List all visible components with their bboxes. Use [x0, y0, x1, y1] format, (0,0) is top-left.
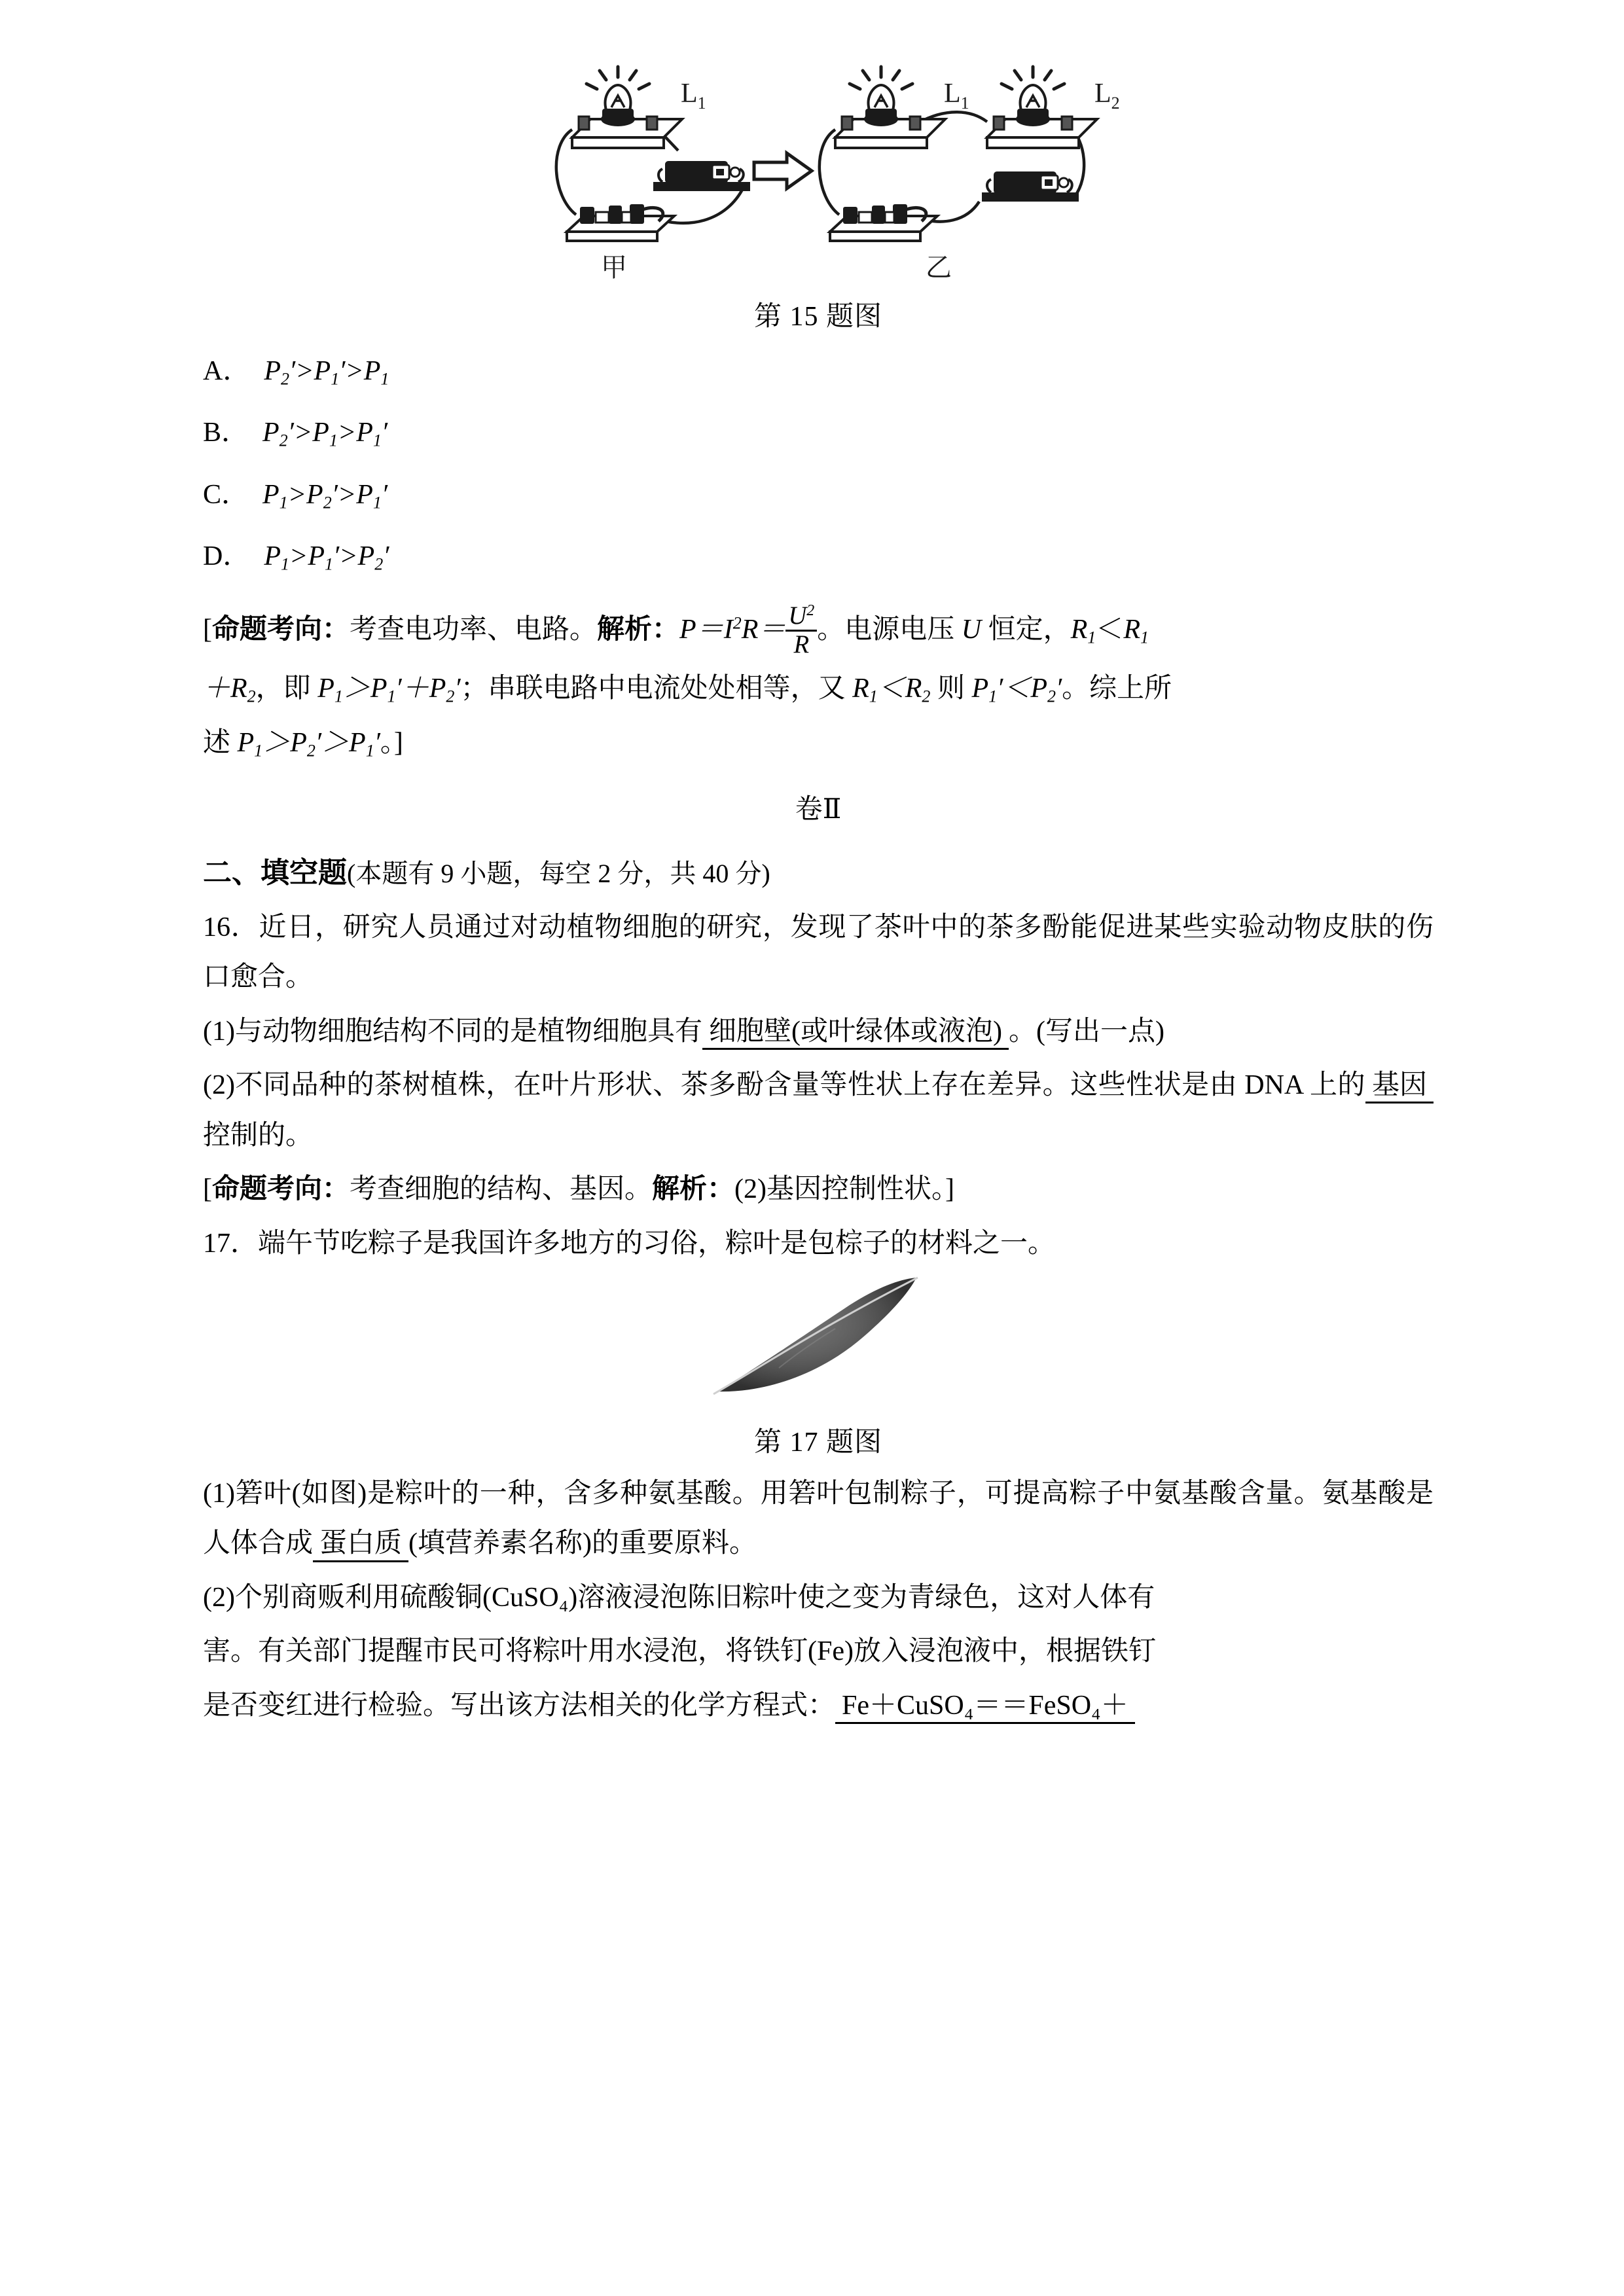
bulb-l2-yi — [1001, 67, 1064, 126]
q16-sub1-post: 。(写出一点) — [1008, 1016, 1164, 1047]
analysis-15-line1 — [203, 604, 1434, 659]
q17-sub2-l3-pre: 是否变红进行检验。写出该方法相关的化学方程式： — [203, 1690, 836, 1721]
paper-part-mark: 卷Ⅱ — [795, 794, 842, 825]
symbol-u: U — [961, 615, 982, 645]
fraction-u2-over-r — [785, 603, 817, 658]
figure-17-container — [203, 1276, 1434, 1414]
question-16-analysis — [203, 1164, 1434, 1214]
q16-analysis-solution-body: (2)基因控制性状。] — [734, 1174, 955, 1205]
question-17-sub1 — [203, 1469, 1434, 1569]
option-b-label: B． — [203, 418, 249, 448]
battery-jia — [653, 161, 750, 191]
q16-sub1-answer-blank: 细胞壁(或叶绿体或液泡) — [702, 1016, 1009, 1050]
q17-stem-text: 端午节吃粽子是我国许多地方的习俗，粽叶是包棕子的材料之一。 — [258, 1228, 1056, 1259]
bulb-l1-jia — [586, 67, 649, 126]
section-2-subtitle: (本题有 9 小题，每空 2 分，共 40 分) — [347, 858, 770, 888]
symbol-r1b: $R_1$ — [1123, 615, 1149, 647]
analysis-l2-seg2: $P_1>P_1'+P_2'$ — [317, 673, 461, 706]
question-16-sub2 — [203, 1060, 1434, 1160]
option-b-expression: $P_2'>P_1>P_1'$ — [262, 418, 388, 450]
figure-17-caption: 第 17 题图 — [753, 1427, 882, 1458]
figure-15-caption: 第 15 题图 — [753, 302, 882, 332]
circuit-jia — [556, 67, 750, 282]
battery-yi — [982, 171, 1079, 202]
q16-analysis-tag-solution: 解析： — [652, 1174, 735, 1205]
less-than-1: ＜ — [1096, 615, 1124, 645]
label-jia: 甲 — [601, 253, 627, 282]
analysis-15-line2: $+R_2$，即 $P_1>P_1'+P_2'$；串联电路中电流处处相等，又 $R_1<R_2$ 则 $P_1'<P_2'$。综上所 — [203, 673, 1172, 706]
analysis-l3-expr: $P_1>P_2'>P_1'$ — [237, 728, 380, 761]
label-l1-yi: $L_1$ — [944, 79, 969, 113]
q16-analysis-open: [ — [203, 1174, 212, 1205]
q16-analysis-tag-aim: 命题考向： — [212, 1174, 350, 1205]
q17-sub1-pre: (1)箬叶(如图)是粽叶的一种，含多种氨基酸。用箬叶包制粽子，可提高粽子中氨基酸含量。氨基酸是人体合成 — [203, 1479, 1434, 1559]
question-17-sub2-line2 — [203, 1626, 1434, 1676]
analysis-text-b: 恒定， — [988, 615, 1071, 645]
circuit-diagram-figure — [550, 79, 1120, 282]
switch-yi — [830, 204, 937, 241]
option-d-expression: $P_1>P_1'>P_2'$ — [264, 541, 389, 574]
label-l1-jia: $L_1$ — [681, 79, 706, 113]
bulb-l1-yi — [850, 67, 912, 126]
switch-jia — [567, 204, 674, 241]
label-yi: 乙 — [926, 253, 952, 282]
transform-arrow-icon — [754, 153, 812, 188]
section-2-heading — [203, 849, 1434, 891]
q17-number: 17． — [203, 1228, 259, 1259]
q16-analysis-aim-body: 考查细胞的结构、基因。 — [350, 1174, 653, 1205]
q16-sub2-answer-blank: 基因 — [1365, 1070, 1434, 1103]
q16-number: 16． — [203, 912, 259, 942]
circuit-yi — [820, 67, 1120, 282]
q16-stem-text: 近日，研究人员通过对动植物细胞的研究，发现了茶叶中的茶多酚能促进某些实验动物皮肤的伤口愈合。 — [203, 912, 1434, 993]
analysis-text-a: 。电源电压 — [817, 615, 955, 645]
question-16-stem — [203, 903, 1434, 1003]
analysis-tag-aim: 命题考向： — [212, 615, 350, 645]
option-b[interactable] — [203, 419, 1434, 449]
section-2-title: 二、填空题 — [203, 856, 347, 889]
analysis-tag-solution: 解析： — [597, 615, 680, 645]
option-c-expression: $P_1>P_2'>P_1'$ — [262, 479, 388, 512]
option-a-expression: $P_2'>P_1'>P_1$ — [264, 356, 389, 389]
option-c[interactable] — [203, 481, 1434, 511]
answer-options-list — [203, 357, 1434, 573]
analysis-open-bracket: [ — [203, 615, 212, 645]
question-17-sub2-line1 — [203, 1573, 1434, 1623]
q16-sub2-post: 控制的。 — [203, 1120, 314, 1151]
fraction-numerator: $U^2$ — [785, 603, 817, 632]
q17-sub2-l2: 害。有关部门提醒市民可将粽叶用水浸泡，将铁钉(Fe)放入浸泡液中，根据铁钉 — [203, 1636, 1156, 1667]
label-l2-yi: $L_2$ — [1094, 79, 1120, 113]
question-16-sub1 — [203, 1007, 1434, 1056]
q16-sub1-pre: (1)与动物细胞结构不同的是植物细胞具有 — [203, 1016, 702, 1047]
formula-power: $P=I^2R=$ — [679, 613, 786, 645]
leaf-photo-icon — [700, 1276, 936, 1401]
symbol-r1a: $R_1$ — [1070, 615, 1096, 647]
option-d-label: D． — [203, 541, 251, 571]
question-17-sub2-line3 — [203, 1681, 1434, 1731]
option-d[interactable] — [203, 543, 1434, 573]
question-17-stem — [203, 1219, 1434, 1268]
q17-sub2-l1: (2)个别商贩利用硫酸铜(CuSO₄)溶液浸泡陈旧粽叶使之变为青绿色，这对人体有 — [203, 1582, 1155, 1613]
spacer — [203, 1460, 1434, 1469]
analysis-l2-seg4: $P_1'<P_2'$ — [971, 673, 1062, 706]
option-a[interactable] — [203, 357, 1434, 387]
analysis-15-line3: 述 $P_1>P_2'>P_1'$。] — [203, 728, 403, 761]
q17-sub1-answer-blank: 蛋白质 — [313, 1528, 408, 1562]
analysis-l2-seg3: $R_1<R_2$ — [852, 673, 931, 706]
page-content — [203, 79, 1434, 1734]
analysis-l2-seg1: $+R_2$ — [203, 673, 256, 706]
fraction-denominator: R — [793, 631, 810, 659]
figure-15-container — [203, 79, 1434, 288]
analysis-aim-body: 考查电功率、电路。 — [350, 615, 598, 645]
q17-sub1-post: (填营养素名称)的重要原料。 — [408, 1528, 757, 1559]
option-c-label: C． — [203, 479, 249, 510]
option-a-label: A． — [203, 356, 251, 386]
q17-sub2-equation-blank: Fe＋CuSO₄＝＝FeSO₄＋ — [835, 1691, 1135, 1724]
q16-sub2-pre: (2)不同品种的茶树植株，在叶片形状、茶多酚含量等性状上存在差异。这些性状是由 DNA 上的 — [203, 1070, 1365, 1101]
